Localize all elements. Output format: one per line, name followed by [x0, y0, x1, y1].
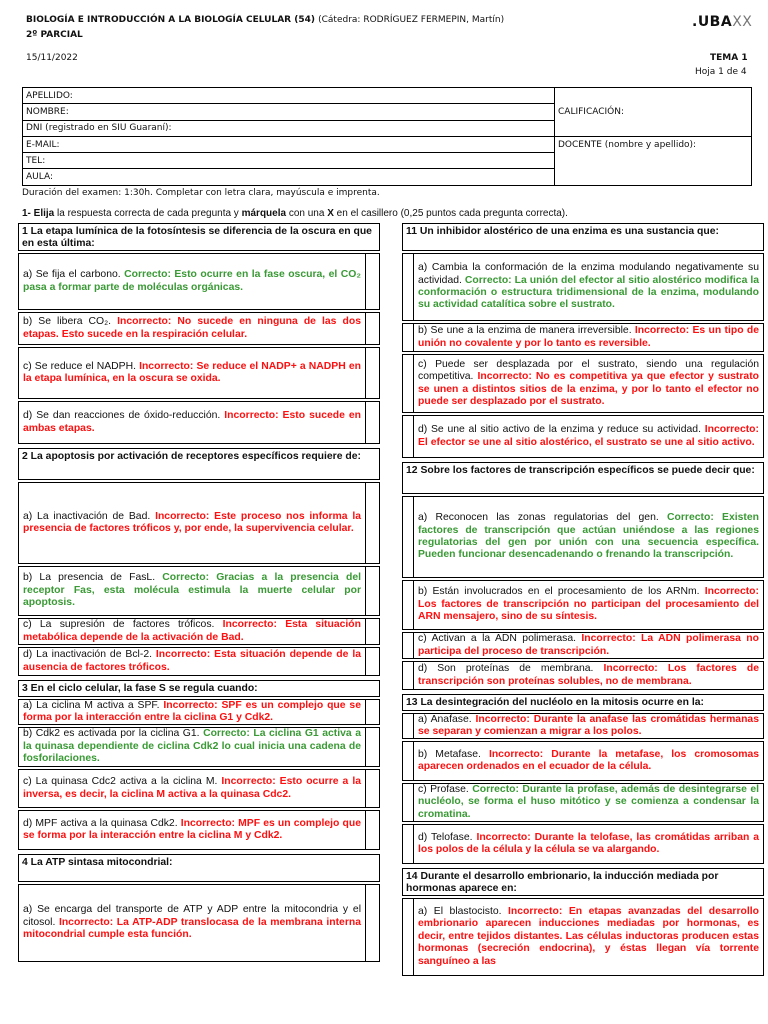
incorrect-feedback: Incorrecto: Los factores de transcripción no participan del procesamiento del ARN mensajero, sino de su síntesis.: [418, 586, 759, 623]
tema-label: TEMA 1: [710, 53, 748, 63]
answer-option: [402, 783, 764, 822]
questions-right-column: [402, 223, 764, 976]
correct-feedback: Correcto: Esto ocurre en la fase oscura, el CO₂ pasa a formar parte de moléculas orgánicas.: [23, 269, 361, 293]
correct-feedback: Correcto: Durante la profase, además de desintegrarse el nucléolo, se forma el huso mitótico y se comienza a condensar la cromatina.: [418, 783, 759, 820]
answer-checkbox[interactable]: [365, 348, 379, 398]
answer-option: [402, 580, 764, 630]
incorrect-feedback: Incorrecto: SPF es un complejo que se forma por la interacción entre la ciclina G1 y Cdk2.: [23, 699, 361, 723]
answer-option: [402, 415, 764, 458]
correct-feedback: Correcto: Existen factores de transcripción que actúan uniéndose a las regiones regulatorias del gen por unión con una secuencia específica. Pueden funcionar desencadenando o frenando la transcripción.: [418, 512, 759, 561]
incorrect-feedback: Incorrecto: Durante la metafase, los cromosomas aparecen ordenados en el ecuador de la célula.: [418, 748, 759, 772]
option-text: a) Se encarga del transporte de ATP y ADP entre la mitocondria y el citosol.: [23, 904, 361, 928]
course-title: BIOLOGÍA E INTRODUCCIÓN A LA BIOLOGÍA CELULAR (54) (Cátedra: RODRÍGUEZ FERMEPIN, Martín): [26, 15, 505, 25]
answer-option: [402, 253, 764, 321]
tel-field[interactable]: TEL:: [23, 153, 555, 169]
incorrect-feedback: Incorrecto: Es un tipo de unión no covalente y por lo tanto es reversible.: [418, 325, 759, 349]
answer-option: [18, 884, 380, 962]
aula-field[interactable]: AULA:: [23, 169, 555, 185]
option-text: d) Telofase.: [418, 831, 477, 843]
answer-option: [402, 661, 764, 690]
answer-option: [18, 810, 380, 850]
answer-option: [18, 727, 380, 767]
option-text: a) La inactivación de Bad.: [23, 510, 156, 522]
answer-option: [18, 566, 380, 616]
answer-checkbox[interactable]: [365, 811, 379, 849]
answer-checkbox[interactable]: [403, 581, 414, 629]
question-heading: 1 La etapa lumínica de la fotosíntesis se diferencia de la oscura en que en esta última:: [18, 223, 380, 251]
answer-option: [18, 347, 380, 399]
answer-option: [402, 632, 764, 659]
option-text: a) Cambia la conformación de la enzima modulando negativamente su actividad.: [418, 262, 759, 286]
answer-option: [18, 312, 380, 345]
option-text: b) Están involucrados en el procesamiento de los ARNm.: [418, 586, 705, 598]
incorrect-feedback: Incorrecto: Esto sucede en ambas etapas.: [23, 410, 361, 434]
answer-checkbox[interactable]: [365, 770, 379, 807]
option-text: c) Activan a la ADN polimerasa.: [418, 633, 582, 645]
answer-checkbox[interactable]: [365, 567, 379, 615]
option-text: b) La presencia de FasL.: [23, 572, 163, 584]
answer-checkbox[interactable]: [403, 825, 414, 863]
answer-checkbox[interactable]: [403, 633, 414, 658]
docente-field[interactable]: DOCENTE (nombre y apellido):: [555, 136, 752, 185]
incorrect-feedback: Incorrecto: El efector se une al sitio alostérico, el sustrato se une al sitio activo.: [418, 424, 759, 448]
instructions: 1- Elija la respuesta correcta de cada pregunta y márquela con una X en el casillero (0,25 puntos cada pregunta correcta).: [22, 208, 568, 219]
parcial-label: 2º PARCIAL: [26, 30, 83, 40]
option-text: c) Profase.: [418, 783, 473, 795]
dni-field[interactable]: DNI (registrado en SIU Guaraní):: [23, 120, 555, 136]
email-field[interactable]: E-MAIL:: [23, 136, 555, 152]
answer-checkbox[interactable]: [365, 619, 379, 644]
option-text: d) MPF activa a la quinasa Cdk2.: [23, 817, 181, 829]
answer-checkbox[interactable]: [403, 324, 414, 351]
option-text: c) Puede ser desplazada por el sustrato, siendo una regulación competitiva.: [418, 358, 759, 383]
answer-checkbox[interactable]: [365, 648, 379, 675]
logo-suffix: XX: [732, 14, 753, 30]
incorrect-feedback: Incorrecto: La ATP-ADP translocasa de la membrana interna mitocondrial cumple esta función.: [23, 916, 362, 941]
answer-option: [18, 699, 380, 725]
option-text: b) Metafase.: [418, 748, 489, 760]
question-heading: 13 La desintegración del nucléolo en la mitosis ocurre en la:: [402, 694, 764, 711]
question-heading: 11 Un inhibidor alostérico de una enzima es una sustancia que:: [402, 223, 764, 251]
page-indicator: Hoja 1 de 4: [695, 67, 747, 77]
correct-feedback: Correcto: La unión del efector al sitio alostérico modifica la conformación o estructura tridimensional de la enzima, modulando su actividad catalítica sobre el sustrato.: [418, 274, 759, 311]
apellido-field[interactable]: APELLIDO:: [23, 88, 555, 104]
correct-feedback: Correcto: La ciclina G1 activa a la quinasa dependiente de ciclina Cdk2 lo cual inicia una cadena de fosforilaciones.: [23, 728, 361, 765]
incorrect-feedback: Incorrecto: No sucede en ninguna de las dos etapas. Esto sucede en la respiración celular.: [23, 316, 361, 340]
answer-option: [402, 354, 764, 413]
answer-checkbox[interactable]: [365, 885, 379, 961]
question-heading: 12 Sobre los factores de transcripción específicos se puede decir que:: [402, 462, 764, 494]
questions-left-column: [18, 223, 380, 962]
answer-checkbox[interactable]: [403, 899, 414, 975]
incorrect-feedback: Incorrecto: Los factores de transcripción son proteínas solubles, no de membrana.: [418, 663, 759, 687]
exam-date: 15/11/2022: [26, 53, 78, 63]
answer-checkbox[interactable]: [403, 355, 414, 412]
option-text: c) Se reduce el NADPH.: [23, 360, 140, 372]
option-text: a) Se fija el carbono.: [23, 269, 125, 281]
answer-option: [18, 401, 380, 444]
incorrect-feedback: Incorrecto: Esta situación depende de la ausencia de factores tróficos.: [23, 649, 361, 673]
option-text: c) La supresión de factores tróficos.: [23, 619, 223, 631]
answer-option: [18, 482, 380, 564]
answer-checkbox[interactable]: [403, 784, 414, 821]
question-heading: 14 Durante el desarrollo embrionario, la inducción mediada por hormonas aparece en:: [402, 868, 764, 896]
catedra: (Cátedra: RODRÍGUEZ FERMEPIN, Martín): [318, 15, 505, 25]
student-info-table: [22, 87, 752, 186]
option-text: d) Se dan reacciones de óxido-reducción.: [23, 410, 225, 422]
answer-option: [18, 253, 380, 310]
answer-checkbox[interactable]: [365, 700, 379, 724]
answer-option: [402, 323, 764, 352]
incorrect-feedback: Incorrecto: En etapas avanzadas del desarrollo embrionario aparecen inducciones mediadas por hormonas, es decir, entre tejidos distantes. Las células inductoras producen estas hormonas (secreción endocrina), y éstas llegan vía torrente sanguíneo a las: [418, 905, 759, 967]
answer-option: [18, 618, 380, 645]
answer-option: [402, 713, 764, 739]
answer-checkbox[interactable]: [403, 742, 414, 780]
question-heading: 4 La ATP sintasa mitocondrial:: [18, 854, 380, 882]
answer-option: [18, 647, 380, 676]
correct-feedback: Correcto: Gracias a la presencia del receptor Fas, esta molécula estimula la muerte celular por apoptosis.: [23, 572, 361, 609]
option-text: b) Se une a la enzima de manera irreversible.: [418, 325, 635, 337]
question-heading: 2 La apoptosis por activación de receptores específicos requiere de:: [18, 448, 380, 480]
answer-checkbox[interactable]: [365, 254, 379, 309]
uba-logo: .UBAXX: [692, 14, 753, 30]
incorrect-feedback: Incorrecto: MPF es un complejo que se forma por la interacción entre la ciclina M y Cdk2.: [23, 817, 361, 841]
answer-option: [402, 496, 764, 578]
option-text: c) La quinasa Cdc2 activa a la ciclina M.: [23, 776, 222, 788]
incorrect-feedback: Incorrecto: Este proceso nos informa la presencia de factores tróficos y, por ende, la supervivencia celular.: [23, 510, 361, 534]
option-text: d) La inactivación de Bcl-2.: [23, 649, 156, 661]
answer-option: [18, 769, 380, 808]
option-text: a) Anafase.: [418, 713, 476, 725]
incorrect-feedback: Incorrecto: Esto ocurre a la inversa, es decir, la ciclina M activa a la quinasa Cdc2.: [23, 776, 361, 800]
answer-checkbox[interactable]: [403, 662, 414, 689]
incorrect-feedback: Incorrecto: La ADN polimerasa no participa del proceso de transcripción.: [418, 633, 759, 657]
answer-checkbox[interactable]: [403, 497, 414, 577]
option-text: b) Cdk2 es activada por la ciclina G1.: [23, 728, 204, 740]
answer-checkbox[interactable]: [365, 728, 379, 766]
option-text: d) Son proteínas de membrana.: [418, 663, 604, 675]
incorrect-feedback: Incorrecto: Durante la anafase las cromátidas hermanas se separan y comienzan a migrar a los polos.: [418, 713, 759, 737]
answer-checkbox[interactable]: [365, 483, 379, 563]
option-text: a) Reconocen las zonas regulatorias del gen.: [418, 512, 668, 524]
option-text: a) La ciclina M activa a SPF.: [23, 699, 164, 711]
answer-option: [402, 824, 764, 864]
answer-checkbox[interactable]: [403, 416, 414, 457]
answer-checkbox[interactable]: [403, 714, 414, 738]
option-text: b) Se libera CO₂.: [23, 316, 118, 328]
answer-checkbox[interactable]: [403, 254, 414, 320]
answer-option: [402, 898, 764, 976]
calificacion-field[interactable]: CALIFICACIÓN:: [555, 88, 752, 137]
incorrect-feedback: Incorrecto: Se reduce el NADP+ a NADPH en la etapa lumínica, en la oscura se oxida.: [23, 360, 361, 384]
answer-checkbox[interactable]: [365, 402, 379, 443]
option-text: a) El blastocisto.: [418, 905, 509, 917]
question-heading: 3 En el ciclo celular, la fase S se regula cuando:: [18, 680, 380, 697]
exam-duration: Duración del examen: 1:30h. Completar con letra clara, mayúscula e imprenta.: [22, 188, 380, 198]
incorrect-feedback: Incorrecto: Esta situación metabólica depende de la activación de Bad.: [23, 619, 362, 643]
answer-option: [402, 741, 764, 781]
incorrect-feedback: Incorrecto: Durante la telofase, las cromátidas arriban a los polos de la célula y la célula se va alargando.: [418, 831, 759, 855]
answer-checkbox[interactable]: [365, 313, 379, 344]
incorrect-feedback: Incorrecto: No es competitiva ya que efector y sustrato se unen a distintos sitios de la enzima, y por lo tanto el efector no puede ser desplazado por el sustrato.: [418, 371, 759, 407]
option-text: d) Se une al sitio activo de la enzima y reduce su actividad.: [418, 424, 705, 436]
nombre-field[interactable]: NOMBRE:: [23, 104, 555, 120]
